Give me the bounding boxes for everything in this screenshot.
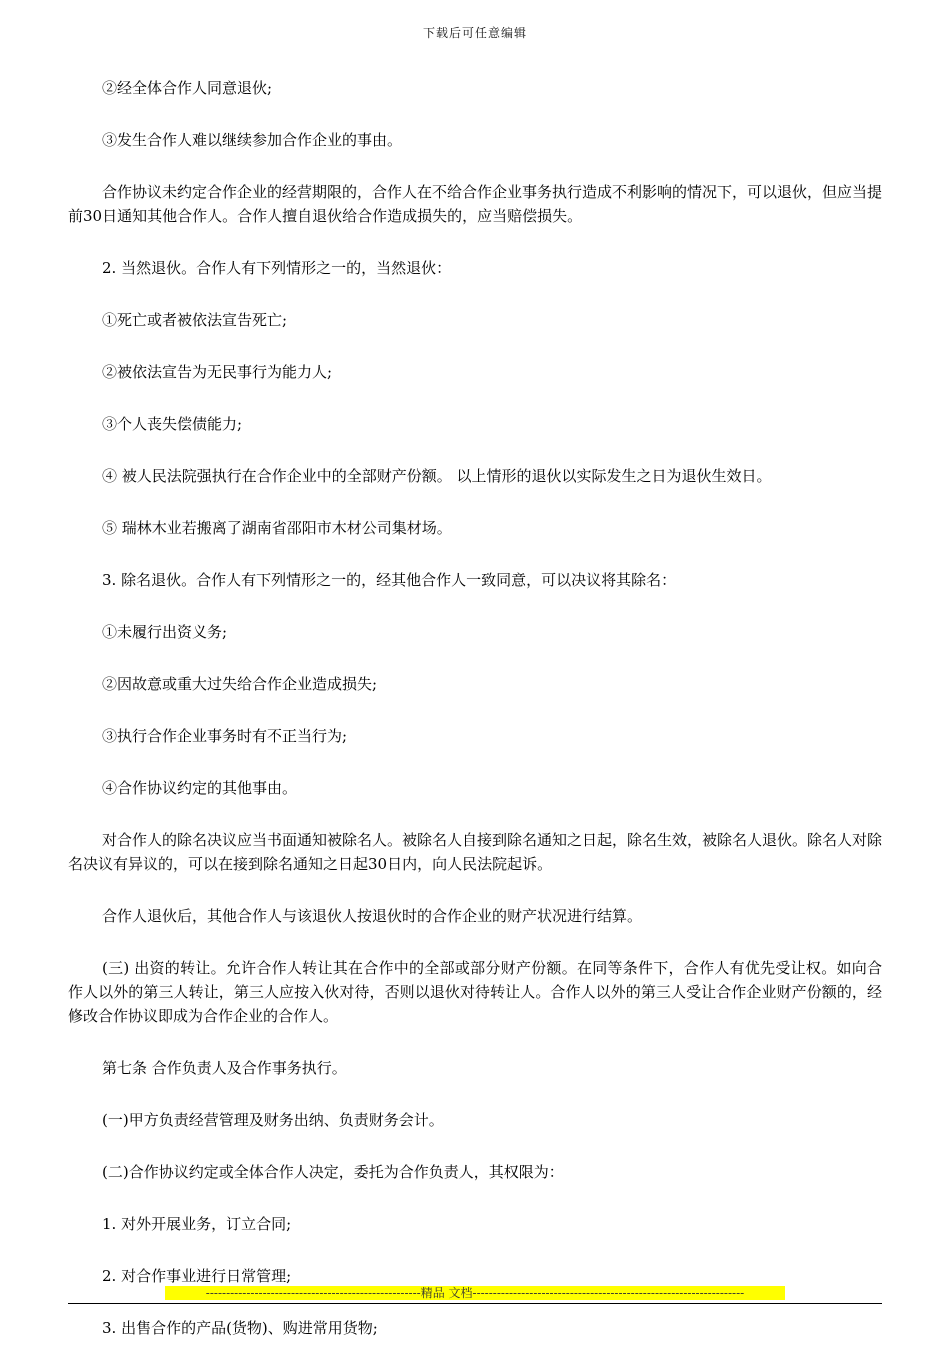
paragraph: ②经全体合作人同意退伙; xyxy=(102,79,273,97)
footer-watermark: -----------------------------------------------------精品 文档------------------------------------------------------------------- xyxy=(165,1286,785,1300)
page-header: 下载后可任意编辑 xyxy=(422,26,527,40)
paragraph: 1. 对外开展业务，订立合同; xyxy=(102,1215,292,1233)
paragraph: (二)合作协议约定或全体合作人决定，委托为合作负责人，其权限为： xyxy=(102,1163,564,1181)
paragraph: 合作人退伙后，其他合作人与该退伙人按退伙时的合作企业的财产状况进行结算。 xyxy=(102,907,643,925)
paragraph: ①死亡或者被依法宣告死亡; xyxy=(102,311,288,329)
paragraph: 对合作人的除名决议应当书面通知被除名人。被除名人自接到除名通知之日起，除名生效，被除名人退伙。除名人对除名决议有异议的，可以在接到除名通知之日起30日内，向人民法院起诉。 xyxy=(68,831,883,873)
paragraph: ②被依法宣告为无民事行为能力人; xyxy=(102,363,333,381)
paragraph: ⑤ 瑞林木业若搬离了湖南省邵阳市木材公司集材场。 xyxy=(102,519,452,537)
paragraph: ④ 被人民法院强执行在合作企业中的全部财产份额。 以上情形的退伙以实际发生之日为退伙生效日。 xyxy=(102,467,772,485)
paragraph: ③执行合作企业事务时有不正当行为; xyxy=(102,727,348,745)
paragraph: ③发生合作人难以继续参加合作企业的事由。 xyxy=(102,131,403,149)
paragraph: 2. 对合作事业进行日常管理; xyxy=(102,1267,292,1285)
paragraph: 3. 除名退伙。合作人有下列情形之一的，经其他合作人一致同意，可以决议将其除名： xyxy=(102,571,677,589)
paragraph: 3. 出售合作的产品(货物)、购进常用货物; xyxy=(102,1319,378,1337)
paragraph: 第七条 合作负责人及合作事务执行。 xyxy=(102,1059,347,1077)
document-body xyxy=(68,76,882,1368)
paragraph: ①未履行出资义务; xyxy=(102,623,228,641)
paragraph: 2. 当然退伙。合作人有下列情形之一的，当然退伙： xyxy=(102,259,452,277)
footer-divider xyxy=(68,1303,882,1304)
paragraph: (一)甲方负责经营管理及财务出纳、负责财务会计。 xyxy=(102,1111,444,1129)
paragraph: ②因故意或重大过失给合作企业造成损失; xyxy=(102,675,378,693)
paragraph: (三) 出资的转让。允许合作人转让其在合作中的全部或部分财产份额。在同等条件下，合作人有优先受让权。如向合作人以外的第三人转让，第三人应按入伙对待，否则以退伙对待转让人。合作人以外的第三人受让合作企业财产份额的，经修改合作协议即成为合作企业的合作人。 xyxy=(68,959,882,1025)
paragraph: ③个人丧失偿债能力; xyxy=(102,415,243,433)
paragraph: 合作协议未约定合作企业的经营期限的，合作人在不给合作企业事务执行造成不利影响的情况下，可以退伙，但应当提前30日通知其他合作人。合作人擅自退伙给合作造成损失的，应当赔偿损失。 xyxy=(68,183,883,225)
paragraph: ④合作协议约定的其他事由。 xyxy=(102,779,298,797)
